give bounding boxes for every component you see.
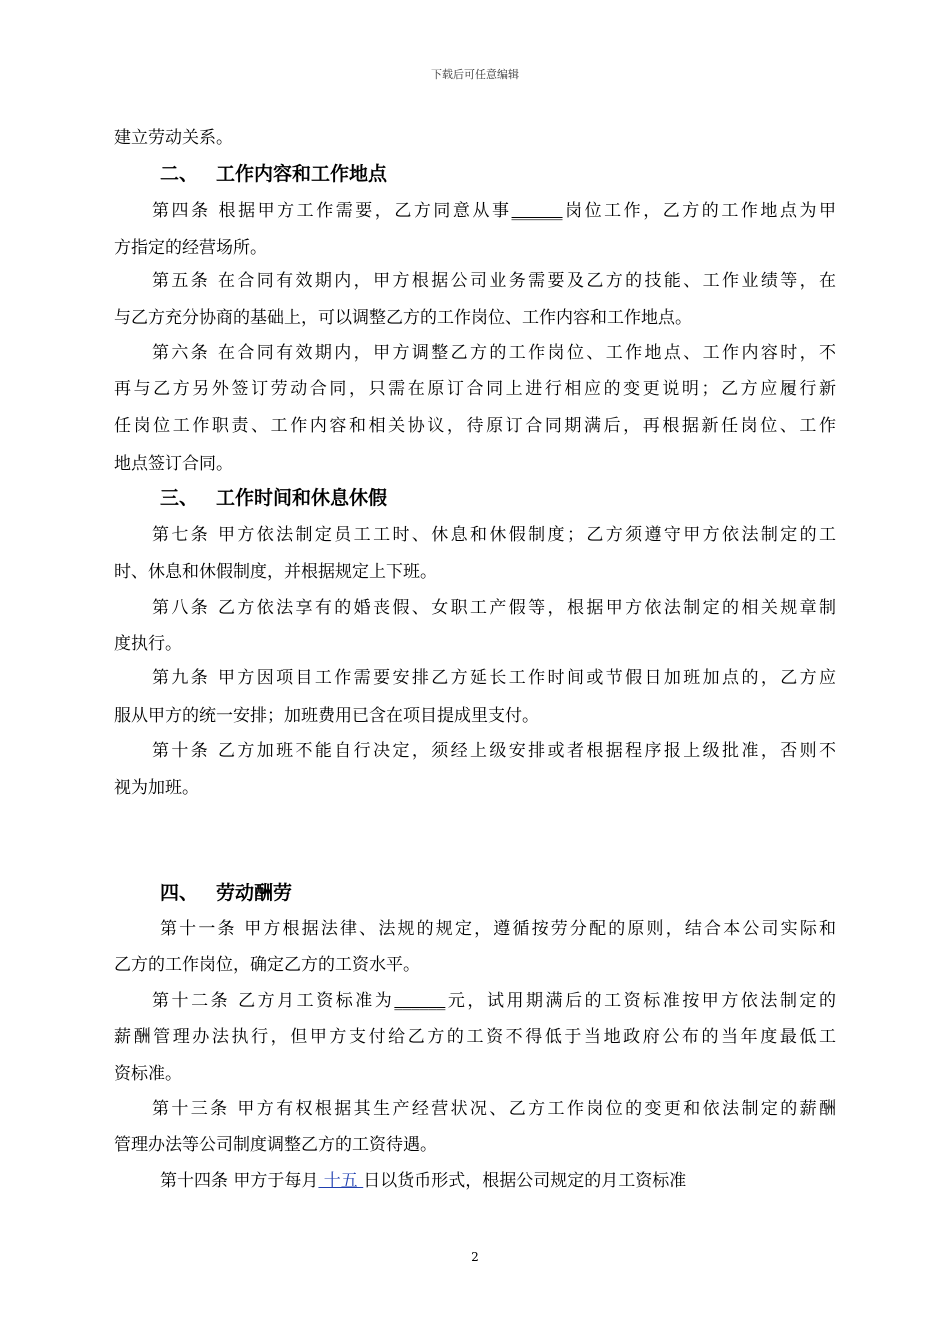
article-7-line-1: 第七条 甲方依法制定员工工时、休息和休假制度；乙方须遵守甲方依法制定的工 (152, 525, 836, 545)
section-heading-4 (160, 881, 882, 905)
article-5-line-1: 第五条 在合同有效期内，甲方根据公司业务需要及乙方的技能、工作业绩等，在 (152, 271, 836, 291)
body-line: 再与乙方另外签订劳动合同，只需在原订合同上进行相应的变更说明；乙方应履行新 (114, 379, 836, 399)
article-6-line-1: 第六条 在合同有效期内，甲方调整乙方的工作岗位、工作地点、工作内容时，不 (152, 343, 836, 363)
article-text: 第十二条 乙方月工资标准为 (152, 991, 395, 1011)
body-line: 度执行。 (114, 634, 182, 654)
body-line: 任岗位工作职责、工作内容和相关协议，待原订合同期满后，再根据新任岗位、工作 (114, 416, 836, 436)
section-number: 三、 (160, 487, 199, 509)
article-10-line-1: 第十条 乙方加班不能自行决定，须经上级安排或者根据程序报上级批准，否则不 (152, 741, 836, 761)
article-12-line-1 (152, 989, 836, 1013)
section-title: 工作内容和工作地点 (216, 163, 388, 185)
page-header: 下载后可任意编辑 (431, 68, 519, 81)
article-4-line-1 (152, 199, 836, 223)
position-blank-field[interactable]: ______ (511, 201, 563, 221)
body-line: 管理办法等公司制度调整乙方的工资待遇。 (114, 1135, 437, 1155)
body-line: 地点签订合同。 (114, 454, 233, 474)
article-text: 第十四条 甲方于每月 (160, 1171, 319, 1191)
pay-day-field[interactable]: 十五 (318, 1171, 364, 1191)
body-line: 视为加班。 (114, 778, 199, 798)
section-number: 四、 (160, 882, 199, 904)
article-text: 第四条 根据甲方工作需要，乙方同意从事 (152, 201, 512, 221)
article-text: 日以货币形式，根据公司规定的月工资标准 (363, 1171, 687, 1191)
page-number: 2 (471, 1250, 479, 1264)
salary-blank-field[interactable]: ______ (394, 991, 446, 1011)
article-11-line-1: 第十一条 甲方根据法律、法规的规定，遵循按劳分配的原则，结合本公司实际和 (160, 919, 836, 939)
body-line: 时、休息和休假制度，并根据规定上下班。 (114, 562, 437, 582)
article-text: 岗位工作，乙方的工作地点为甲 (562, 201, 836, 221)
body-line: 与乙方充分协商的基础上，可以调整乙方的工作岗位、工作内容和工作地点。 (114, 308, 692, 328)
article-13-line-1: 第十三条 甲方有权根据其生产经营状况、乙方工作岗位的变更和依法制定的薪酬 (152, 1099, 836, 1119)
body-line: 服从甲方的统一安排；加班费用已含在项目提成里支付。 (114, 706, 539, 726)
body-line: 方指定的经营场所。 (114, 238, 267, 258)
section-number: 二、 (160, 163, 199, 185)
body-line: 资标准。 (114, 1064, 182, 1084)
section-heading-2 (160, 162, 882, 186)
body-line: 建立劳动关系。 (114, 128, 233, 148)
section-title: 劳动酬劳 (216, 882, 293, 904)
article-text: 元，试用期满后的工资标准按甲方依法制定的 (445, 991, 836, 1011)
section-title: 工作时间和休息休假 (216, 487, 388, 509)
article-8-line-1: 第八条 乙方依法享有的婚丧假、女职工产假等，根据甲方依法制定的相关规章制 (152, 598, 836, 618)
body-line: 乙方的工作岗位，确定乙方的工资水平。 (114, 955, 420, 975)
section-heading-3 (160, 486, 882, 510)
body-line: 薪酬管理办法执行，但甲方支付给乙方的工资不得低于当地政府公布的当年度最低工 (114, 1027, 836, 1047)
article-9-line-1: 第九条 甲方因项目工作需要安排乙方延长工作时间或节假日加班加点的，乙方应 (152, 668, 836, 688)
article-14-line-1 (160, 1169, 836, 1193)
